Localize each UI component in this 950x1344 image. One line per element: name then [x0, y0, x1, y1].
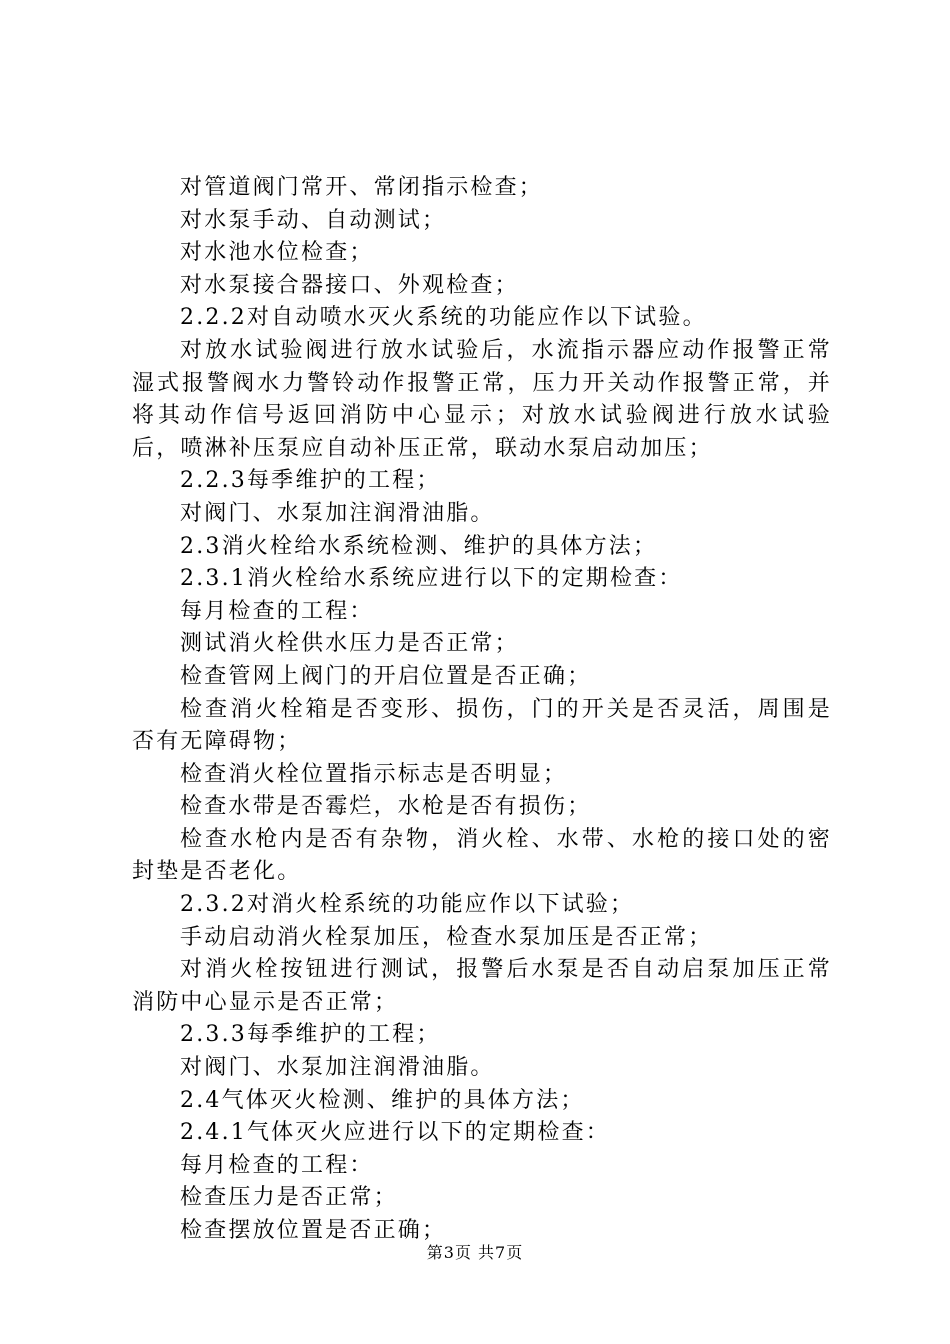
paragraph: 每月检查的工程： — [180, 598, 374, 624]
paragraph: 检查水带是否霉烂，水枪是否有损伤； — [180, 794, 592, 820]
paragraph: 对水泵接合器接口、外观检查； — [180, 272, 519, 298]
paragraph: 检查消火栓位置指示标志是否明显； — [180, 761, 568, 787]
paragraph: 每月检查的工程： — [180, 1152, 374, 1178]
paragraph: 对水池水位检查； — [180, 240, 374, 266]
paragraph: 检查水枪内是否有杂物，消火栓、水带、水枪的接口处的密封垫是否老化。 — [132, 826, 832, 885]
paragraph: 对水泵手动、自动测试； — [180, 207, 447, 233]
page-number: 第3页 共7页 — [426, 1243, 524, 1262]
paragraph: 对放水试验阀进行放水试验后，水流指示器应动作报警正常湿式报警阀水力警铃动作报警正常，压力开关动作报警正常，并将其动作信号返回消防中心显示；对放水试验阀进行放水试验后，喷淋补压泵应自动补压正常，联动水泵启动加压； — [132, 337, 832, 461]
section-heading: 2.3.3每季维护的工程； — [180, 1022, 441, 1048]
paragraph: 手动启动消火栓泵加压，检查水泵加压是否正常； — [180, 924, 713, 950]
section-heading: 2.2.2对自动喷水灭火系统的功能应作以下试验。 — [180, 305, 707, 331]
section-heading: 2.3.1消火栓给水系统应进行以下的定期检查： — [180, 566, 683, 592]
section-heading: 2.4气体灭火检测、维护的具体方法； — [180, 1087, 585, 1113]
document-body — [132, 172, 832, 1248]
paragraph: 测试消火栓供水压力是否正常； — [180, 631, 519, 657]
section-heading: 2.2.3每季维护的工程； — [180, 468, 441, 494]
paragraph: 检查管网上阀门的开启位置是否正确； — [180, 663, 592, 689]
section-heading: 2.3.2对消火栓系统的功能应作以下试验； — [180, 892, 635, 918]
paragraph: 对阀门、水泵加注润滑油脂。 — [180, 1055, 495, 1081]
paragraph: 检查压力是否正常； — [180, 1185, 398, 1211]
section-heading: 2.3消火栓给水系统检测、维护的具体方法； — [180, 533, 658, 559]
paragraph: 对消火栓按钮进行测试，报警后水泵是否自动启泵加压正常消防中心显示是否正常； — [132, 957, 832, 1015]
section-heading: 2.4.1气体灭火应进行以下的定期检查： — [180, 1120, 610, 1146]
paragraph: 对阀门、水泵加注润滑油脂。 — [180, 500, 495, 526]
paragraph: 检查消火栓箱是否变形、损伤，门的开关是否灵活，周围是否有无障碍物； — [132, 696, 832, 755]
paragraph: 检查摆放位置是否正确； — [180, 1218, 447, 1243]
paragraph: 对管道阀门常开、常闭指示检查； — [180, 175, 544, 200]
page-footer — [0, 1243, 950, 1263]
